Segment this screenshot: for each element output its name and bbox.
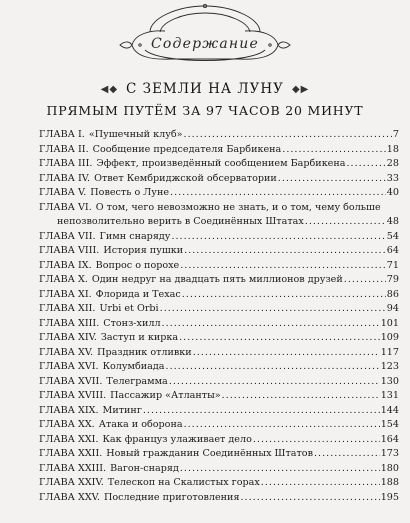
toc-row[interactable]	[39, 186, 399, 201]
page-number: 109	[380, 332, 399, 343]
dot-leader	[169, 375, 380, 390]
page-number: 40	[386, 187, 399, 198]
page-number: 154	[380, 419, 399, 430]
page-number: 71	[386, 259, 399, 271]
dot-leader	[160, 302, 386, 317]
toc-row[interactable]	[39, 230, 399, 245]
toc-row[interactable]	[39, 462, 399, 477]
dot-leader	[180, 259, 386, 274]
toc-row[interactable]	[39, 215, 399, 230]
header-ornament	[0, 0, 410, 72]
chapter-title: Колумбиада	[102, 361, 165, 372]
chapter-title: непозволительно верить в Соединённых Штатах	[57, 216, 304, 227]
chapter-number: ГЛАВА I.	[39, 129, 85, 140]
page-number: 94	[386, 303, 399, 314]
dot-leader	[184, 128, 392, 143]
chapter-title: Один недруг на двадцать пять миллионов друзей	[91, 274, 343, 285]
page-number: 86	[386, 288, 399, 300]
chapter-number: ГЛАВА X.	[39, 274, 88, 285]
toc-row[interactable]	[39, 143, 399, 158]
dot-leader	[314, 447, 380, 462]
page-number: 28	[386, 158, 399, 169]
chapter-number: ГЛАВА XX.	[39, 419, 95, 430]
dot-leader	[184, 418, 380, 433]
chapter-title: Стонз-хилл	[103, 317, 161, 329]
dot-leader	[253, 433, 380, 448]
dot-leader	[171, 230, 385, 245]
right-ornament-icon: ◆▶	[291, 83, 310, 95]
book-title-line1	[0, 81, 410, 97]
dot-leader	[305, 215, 386, 230]
toc-row[interactable]	[39, 273, 399, 288]
dot-leader	[180, 462, 380, 477]
dot-leader	[261, 476, 380, 491]
page-number: 130	[380, 375, 399, 387]
dot-leader	[166, 360, 380, 375]
chapter-title: «Пушечный клуб»	[88, 129, 183, 140]
dot-leader	[278, 172, 386, 187]
page-number: 123	[380, 361, 399, 372]
toc-row[interactable]	[39, 244, 399, 259]
dot-leader	[344, 273, 386, 288]
chapter-title: История пушки	[103, 245, 184, 256]
chapter-number: ГЛАВА XVII.	[39, 375, 103, 387]
chapter-number: ГЛАВА XXIV.	[39, 477, 104, 488]
chapter-title: Ответ Кембриджской обсерватории	[94, 172, 277, 184]
page-number: 131	[380, 390, 399, 401]
dot-leader	[241, 491, 380, 506]
toc-row[interactable]	[39, 288, 399, 303]
page-number: 7	[392, 129, 399, 140]
page-number: 188	[380, 477, 399, 488]
page-number: 54	[386, 230, 399, 242]
chapter-number: ГЛАВА XVIII.	[39, 390, 107, 401]
toc-row[interactable]	[39, 128, 399, 143]
chapter-number: ГЛАВА VI.	[39, 201, 92, 213]
chapter-number: ГЛАВА VIII.	[39, 245, 100, 256]
page-number: 144	[380, 404, 399, 416]
chapter-number: ГЛАВА IX.	[39, 259, 92, 271]
chapter-number: ГЛАВА XXI.	[39, 433, 99, 445]
page-number: 195	[380, 491, 399, 503]
toc-row[interactable]	[39, 375, 399, 390]
chapter-title: Праздник отливки	[97, 346, 192, 358]
chapter-number: ГЛАВА XI.	[39, 288, 92, 300]
page-number: 117	[380, 346, 399, 358]
chapter-number: ГЛАВА VII.	[39, 230, 96, 242]
chapter-title: Атака и оборона	[98, 419, 183, 430]
dot-leader	[282, 143, 386, 158]
dot-leader	[346, 157, 385, 172]
toc-row[interactable]	[39, 418, 399, 433]
chapter-number: ГЛАВА XV.	[39, 346, 94, 358]
dot-leader	[222, 389, 380, 404]
toc-row[interactable]	[39, 346, 399, 361]
page-number: 180	[380, 462, 399, 474]
chapter-title: Гимн снаряду	[99, 230, 171, 242]
chapter-title: Пассажир «Атланты»	[110, 390, 221, 401]
chapter-title: Urbi et Orbi	[99, 303, 159, 314]
toc-row[interactable]	[39, 491, 399, 506]
chapter-title: Телеграмма	[106, 375, 168, 387]
chapter-title: Вопрос о порохе	[95, 259, 180, 271]
book-title-text1: С ЗЕМЛИ НА ЛУНУ	[126, 81, 284, 97]
toc-row[interactable]	[39, 404, 399, 419]
chapter-title: Повесть о Луне	[90, 187, 170, 198]
toc-row[interactable]	[39, 360, 399, 375]
chapter-number: ГЛАВА XXV.	[39, 491, 100, 503]
chapter-number: ГЛАВА III.	[39, 158, 93, 169]
table-of-contents	[39, 128, 399, 505]
dot-leader	[184, 244, 386, 259]
chapter-number: ГЛАВА XII.	[39, 303, 96, 314]
chapter-title: Митинг	[102, 404, 142, 416]
page-number: 33	[386, 172, 399, 184]
dot-leader	[193, 346, 380, 361]
chapter-title: Сообщение председателя Барбикена	[92, 143, 282, 155]
chapter-number: ГЛАВА XVI.	[39, 361, 99, 372]
page-number: 164	[380, 433, 399, 445]
chapter-number: ГЛАВА II.	[39, 143, 89, 155]
chapter-title: Флорида и Техас	[95, 288, 181, 300]
dot-leader	[179, 331, 380, 346]
toc-row[interactable]	[39, 259, 399, 274]
chapter-title: Телескоп на Скалистых горах	[107, 477, 260, 488]
toc-row[interactable]	[39, 157, 399, 172]
toc-row[interactable]	[39, 476, 399, 491]
dot-leader	[182, 288, 386, 303]
toc-row[interactable]	[39, 433, 399, 448]
chapter-number: ГЛАВА IV.	[39, 172, 91, 184]
page-number: 48	[386, 216, 399, 227]
chapter-number: ГЛАВА XIV.	[39, 332, 97, 343]
chapter-number: ГЛАВА V.	[39, 187, 87, 198]
toc-row[interactable]	[39, 172, 399, 187]
book-title-line2: ПРЯМЫМ ПУТЁМ ЗА 97 ЧАСОВ 20 МИНУТ	[46, 103, 364, 118]
chapter-title: Заступ и кирка	[100, 332, 179, 343]
toc-row[interactable]	[39, 447, 399, 462]
toc-row[interactable]	[39, 317, 399, 332]
section-title: Содержание	[150, 36, 260, 52]
page-number: 64	[386, 245, 399, 256]
chapter-title: Новый гражданин Соединённых Штатов	[106, 448, 313, 459]
chapter-number: ГЛАВА XXIII.	[39, 462, 107, 474]
chapter-title: О том, чего невозможно не знать, и о том, чему больше	[95, 201, 381, 213]
page-number: 173	[380, 448, 399, 459]
dot-leader	[170, 186, 386, 201]
toc-row[interactable]	[39, 302, 399, 317]
chapter-title: Последние приготовления	[103, 491, 240, 503]
page-number: 101	[380, 317, 399, 329]
toc-row[interactable]	[39, 331, 399, 346]
chapter-number: ГЛАВА XIX.	[39, 404, 99, 416]
page-number: 18	[386, 143, 399, 155]
page-number: 79	[386, 274, 399, 285]
chapter-title: Вагон-снаряд	[110, 462, 179, 474]
chapter-title: Как француз улаживает дело	[102, 433, 252, 445]
chapter-number: ГЛАВА XIII.	[39, 317, 100, 329]
toc-row[interactable]	[39, 201, 399, 216]
toc-row[interactable]	[39, 389, 399, 404]
left-ornament-icon: ◀◆	[100, 83, 119, 95]
chapter-title: Эффект, произведённый сообщением Барбикена	[96, 158, 346, 169]
dot-leader	[143, 404, 380, 419]
chapter-number: ГЛАВА XXII.	[39, 448, 103, 459]
dot-leader	[162, 317, 380, 332]
